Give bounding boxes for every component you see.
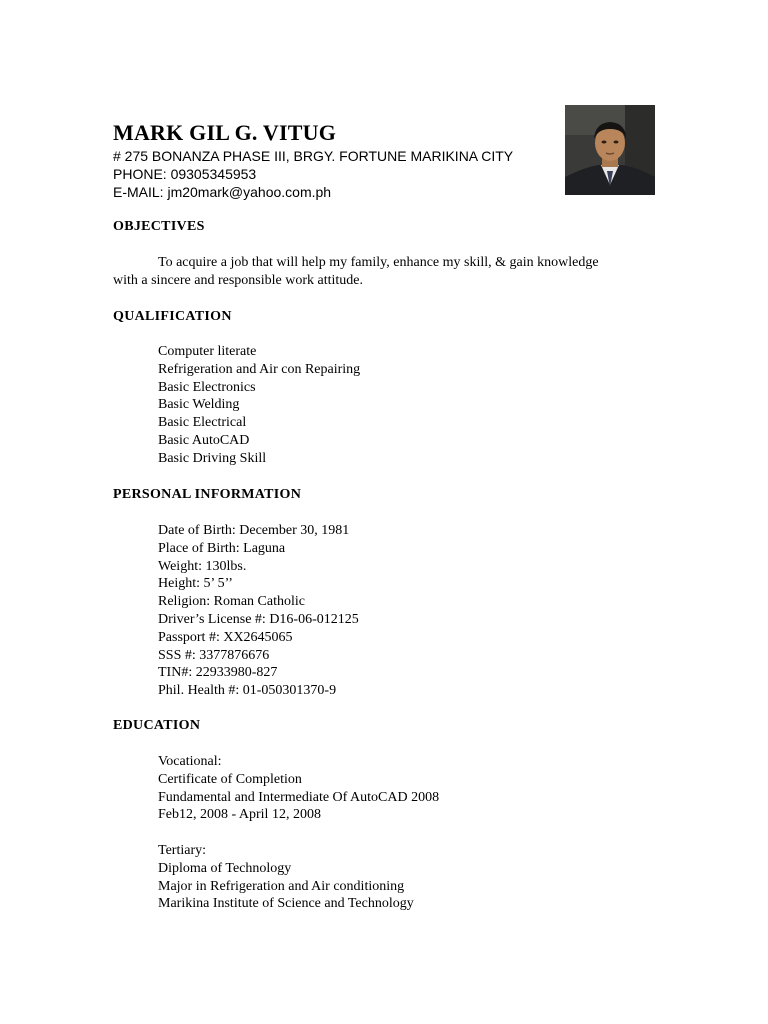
objectives-line-1: To acquire a job that will help my family, enhance my skill, & gain knowledge <box>158 255 599 270</box>
list-item: Basic Driving Skill <box>158 450 267 466</box>
objectives-heading: OBJECTIVES <box>113 219 205 234</box>
personal-info-list <box>158 522 359 700</box>
list-item: Date of Birth: December 30, 1981 <box>158 523 350 538</box>
list-item: Refrigeration and Air con Repairing <box>158 361 361 377</box>
list-item: Tertiary: <box>158 843 206 858</box>
profile-photo <box>565 105 655 195</box>
list-item: Religion: Roman Catholic <box>158 594 305 610</box>
list-item: Major in Refrigeration and Air conditioning <box>158 878 405 894</box>
objectives-text <box>113 254 653 290</box>
education-vocational <box>158 753 439 824</box>
list-item: Vocational: <box>158 754 222 769</box>
list-item: Basic AutoCAD <box>158 432 250 448</box>
contact-block <box>113 147 513 201</box>
education-tertiary <box>158 842 414 913</box>
list-item: Certificate of Completion <box>158 771 302 787</box>
list-item: Phil. Health #: 01-050301370-9 <box>158 683 337 699</box>
list-item: Feb12, 2008 - April 12, 2008 <box>158 807 321 823</box>
list-item: Passport #: XX2645065 <box>158 629 293 645</box>
list-item: Basic Electronics <box>158 379 256 395</box>
qualification-heading: QUALIFICATION <box>113 309 232 324</box>
phone-line: PHONE: 09305345953 <box>113 166 257 182</box>
list-item: Fundamental and Intermediate Of AutoCAD 2008 <box>158 789 440 805</box>
list-item: Diploma of Technology <box>158 860 292 876</box>
list-item: Basic Electrical <box>158 415 247 431</box>
list-item: Place of Birth: Laguna <box>158 540 286 556</box>
address-line: # 275 BONANZA PHASE III, BRGY. FORTUNE MARIKINA CITY <box>113 148 514 164</box>
personal-info-heading: PERSONAL INFORMATION <box>113 487 302 502</box>
qualification-list <box>158 343 360 468</box>
objectives-line-2: with a sincere and responsible work attitude. <box>113 273 363 288</box>
email-line: E-MAIL: jm20mark@yahoo.com.ph <box>113 184 332 200</box>
list-item: SSS #: 3377876676 <box>158 647 270 663</box>
education-heading: EDUCATION <box>113 718 201 733</box>
list-item: Height: 5’ 5’’ <box>158 576 233 592</box>
list-item: Basic Welding <box>158 397 240 413</box>
list-item: Weight: 130lbs. <box>158 558 247 574</box>
list-item: Driver’s License #: D16-06-012125 <box>158 611 359 627</box>
applicant-name: MARK GIL G. VITUG <box>113 120 337 145</box>
list-item: TIN#: 22933980-827 <box>158 665 278 681</box>
list-item: Marikina Institute of Science and Technology <box>158 896 414 912</box>
list-item: Computer literate <box>158 344 257 359</box>
